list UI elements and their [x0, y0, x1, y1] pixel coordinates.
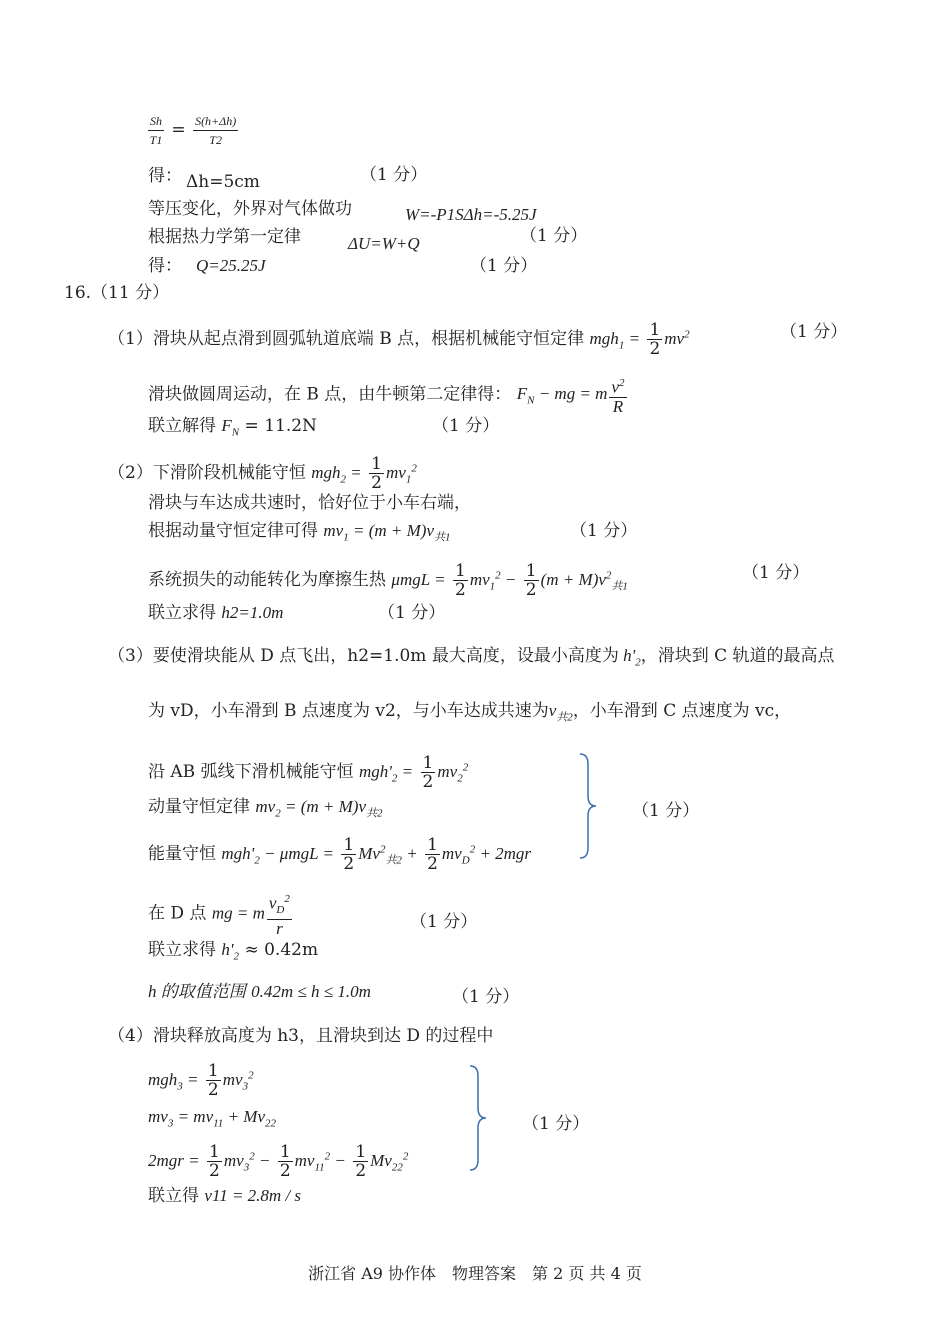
part4-eq3: 2mgr = $\frac{1}{2}$ $mv_3^2$ − $\frac{1}{2}$ $mv_{11}^2$ − $\frac{1}{2}$ $Mv_{22}^2$ — [148, 1142, 409, 1181]
score: （1 分） — [378, 603, 446, 623]
right-brace — [578, 752, 602, 862]
line-de2: 得： — [148, 256, 182, 276]
part1-line1: （1）滑块从起点滑到圆弧轨道底端 B 点，根据机械能守恒定律 mgh$_1$ = $\frac{1}{2}$ $mv^2$ — [108, 320, 690, 359]
part4-line1: （4）滑块释放高度为 h3，且滑块到达 D 的过程中 — [108, 1026, 494, 1046]
part2-line2: 滑块与车达成共速时，恰好位于小车右端， — [148, 493, 471, 513]
score: （1 分） — [470, 256, 538, 276]
right-brace — [468, 1064, 492, 1174]
part3-eq4: 在 D 点 mg = m $\frac{v_D^2}{r}$ — [148, 890, 294, 938]
score: （1 分） — [780, 322, 848, 342]
part2-line4: 系统损失的动能转化为摩擦生热 μmgL = $\frac{1}{2}$ $mv_1^2$ − $\frac{1}{2}$ $(m + M)v^2_{共1}$ — [148, 561, 628, 600]
score: （1 分） — [522, 1114, 590, 1134]
part3-range: h 的取值范围 0.42m ≤ h ≤ 1.0m — [148, 982, 371, 1001]
score: （1 分） — [570, 521, 638, 541]
score: （1 分） — [520, 226, 588, 246]
part1-line3: 联立解得 $F_N = 11.2N$ — [148, 416, 317, 439]
part2-line5: 联立求得 h2=1.0m — [148, 603, 284, 623]
score: （1 分） — [432, 416, 500, 436]
part3-line2: 为 vD，小车滑到 B 点速度为 v2，与小车达成共速为$v_{共2}$，小车滑到 C 点速度为 vc， — [148, 701, 792, 724]
part3-eq1: 沿 AB 弧线下滑机械能守恒 $mgh'_2$ = $\frac{1}{2}$ $mv_2^2$ — [148, 753, 469, 792]
part3-line1: （3）要使滑块能从 D 点飞出，h2=1.0m 最大高度，设最小高度为 $h'_2$，滑块到 C 轨道的最高点 — [108, 646, 835, 669]
part3-eq3: 能量守恒 $mgh'_2 - \mu mgL$ = $\frac{1}{2}$ $Mv^2_{共2}$ + $\frac{1}{2}$ $mv_D^2 + 2mgr$ — [148, 835, 532, 874]
page-footer: 浙江省 A9 协作体 物理答案 第 2 页 共 4 页 — [308, 1264, 642, 1283]
part3-result: 联立求得 $h'_2 \approx 0.42m$ — [148, 940, 319, 963]
line-de1: 得： — [148, 166, 182, 186]
work-equation: W=-P1SΔh=-5.25J — [405, 205, 537, 224]
part4-eq1: mgh$_3$ = $\frac{1}{2}$ $mv_3^2$ — [148, 1061, 254, 1100]
isobaric-text: 等压变化，外界对气体做功 — [148, 199, 352, 219]
first-law-text: 根据热力学第一定律 — [148, 227, 301, 247]
gas-law-equation: $\frac{Sh}{T1}$ = $\frac{S(h+\Delta h)}{T2}$ — [149, 114, 237, 147]
delta-u-equation: ΔU=W+Q — [348, 234, 420, 253]
part3-eq2: 动量守恒定律 $mv_2 = (m + M)v_{共2}$ — [148, 797, 383, 820]
part4-eq2: $mv_3 = mv_{11} + Mv_{22}$ — [148, 1107, 276, 1130]
part2-line1: （2）下滑阶段机械能守恒 mgh$_2$ = $\frac{1}{2}$ $mv_1^2$ — [108, 454, 417, 493]
part1-line2: 滑块做圆周运动，在 B 点，由牛顿第二定律得： $F_N$ − mg = m $\frac{v^2}{R}$ — [148, 374, 629, 416]
question-16-header: 16.（11 分） — [64, 283, 170, 303]
score: （1 分） — [742, 563, 810, 583]
score: （1 分） — [632, 801, 700, 821]
delta-h-value: Δh=5cm — [186, 172, 260, 192]
score: （1 分） — [410, 912, 478, 932]
score: （1 分） — [452, 987, 520, 1007]
q-value: Q=25.25J — [196, 256, 266, 275]
part4-result: 联立得 v11 = 2.8m / s — [148, 1186, 302, 1206]
part2-line3: 根据动量守恒定律可得 $mv_1 = (m + M)v_{共1}$ — [148, 521, 451, 544]
score: （1 分） — [360, 165, 428, 185]
